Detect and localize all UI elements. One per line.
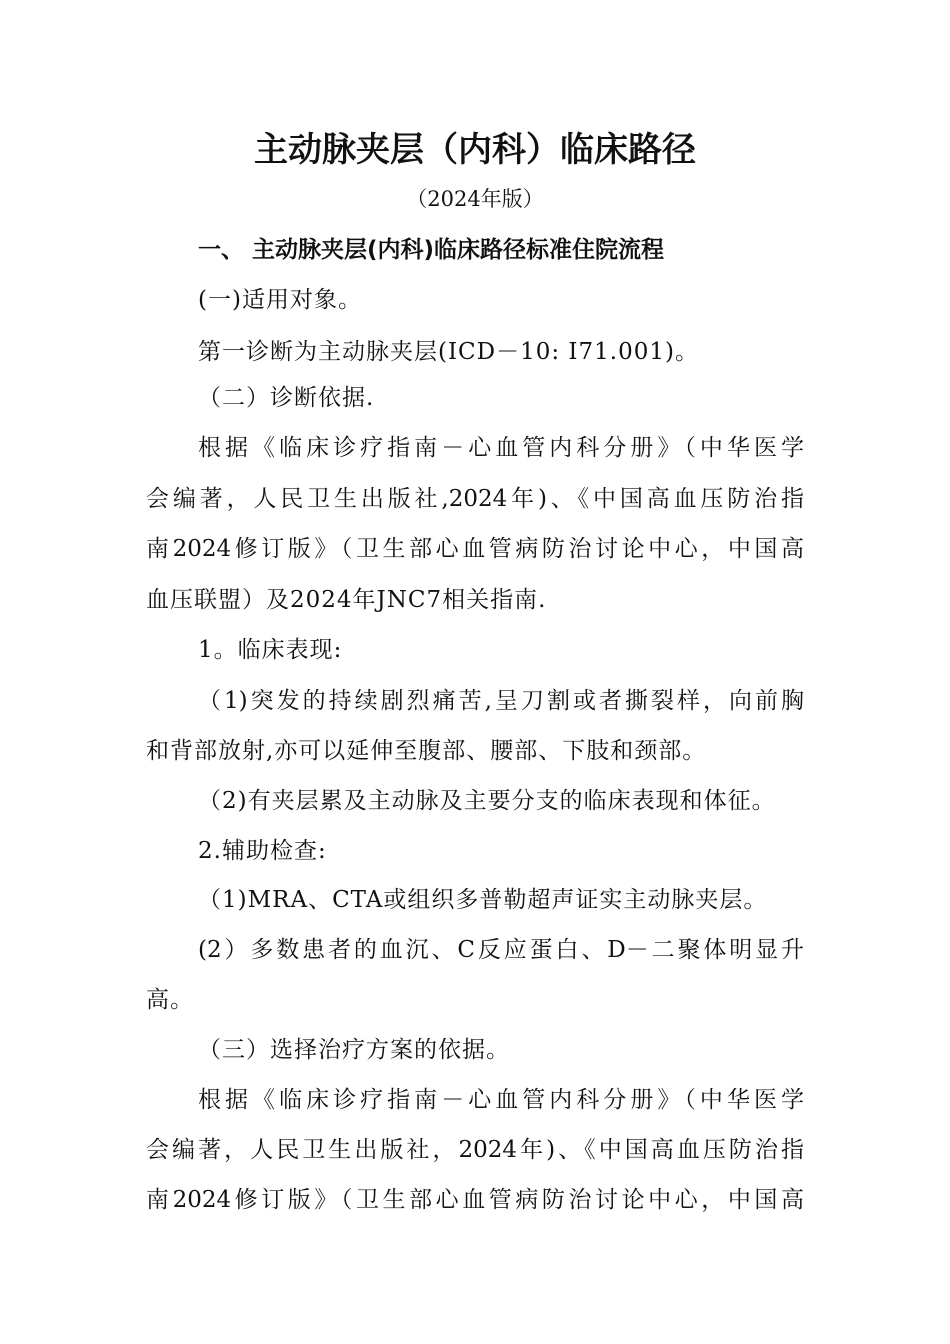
document-subtitle: （2024年版）	[406, 187, 544, 211]
list-item-continuation: 和背部放射,亦可以延伸至腹部、腰部、下肢和颈部。	[146, 738, 707, 764]
subsection-heading-scope: (一)适用对象。	[198, 287, 362, 313]
paragraph-line: 会编著，人民卫生出版社,2024年)、《中国高血压防治指	[146, 486, 804, 512]
paragraph-line: 会编著，人民卫生出版社，2024年)、《中国高血压防治指	[146, 1137, 804, 1163]
paragraph-line: 血压联盟）及2024年JNC7相关指南.	[146, 587, 547, 613]
subsection-heading-treatment: （三）选择治疗方案的依据。	[198, 1037, 510, 1063]
list-heading: 1。临床表现:	[198, 637, 343, 663]
list-heading: 2.辅助检查:	[198, 838, 327, 864]
list-item: （1)MRA、CTA或组织多普勒超声证实主动脉夹层。	[198, 887, 768, 913]
paragraph-line: 根据《临床诊疗指南－心血管内科分册》（中华医学	[198, 435, 804, 461]
paragraph-line: 根据《临床诊疗指南－心血管内科分册》（中华医学	[198, 1087, 804, 1113]
list-item: （2)有夹层累及主动脉及主要分支的临床表现和体征。	[198, 788, 776, 814]
paragraph-line: 南2024修订版》（卫生部心血管病防治讨论中心，中国高	[146, 536, 804, 562]
paragraph-line: 南2024修订版》（卫生部心血管病防治讨论中心，中国高	[146, 1187, 804, 1213]
subsection-heading-diagnosis: （二）诊断依据.	[198, 385, 375, 411]
list-item: （1)突发的持续剧烈痛苦,呈刀割或者撕裂样，向前胸	[198, 688, 804, 714]
section-heading: 一、 主动脉夹层(内科)临床路径标准住院流程	[198, 237, 665, 263]
paragraph-line: 第一诊断为主动脉夹层(ICD－10: I71.001)。	[198, 339, 699, 365]
list-item-continuation: 高。	[146, 987, 194, 1013]
list-item: (2）多数患者的血沉、C反应蛋白、D－二聚体明显升	[198, 937, 804, 963]
document-title: 主动脉夹层（内科）临床路径	[254, 130, 696, 170]
